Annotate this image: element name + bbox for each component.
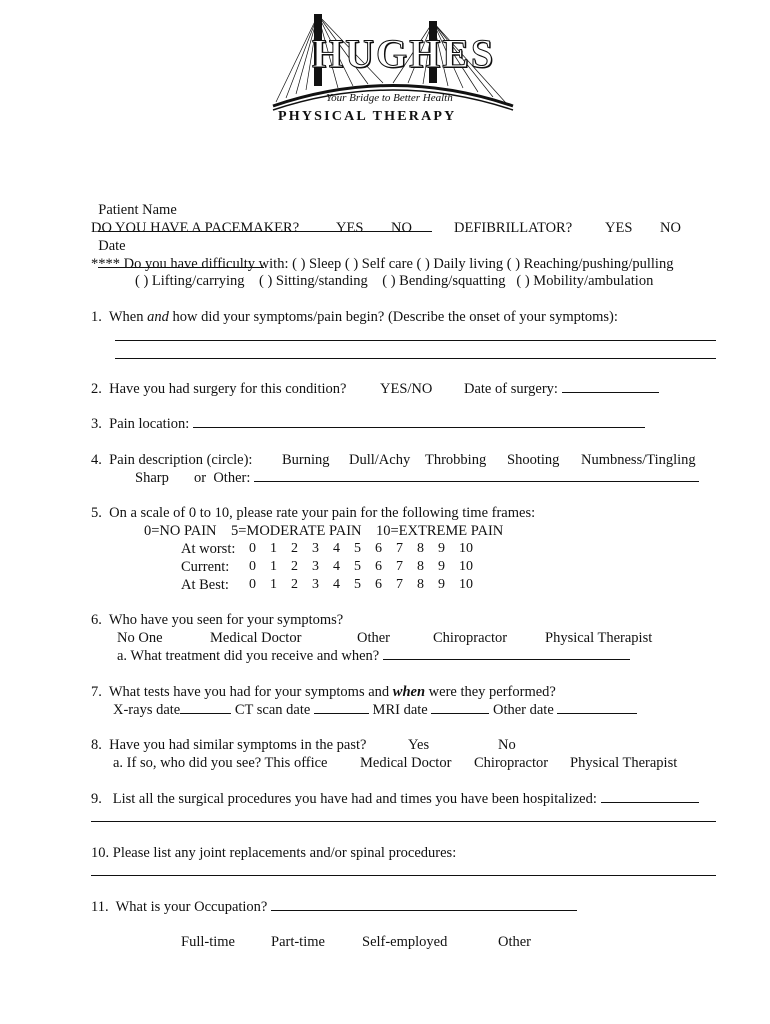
- employment-part-time[interactable]: Part-time: [271, 934, 325, 950]
- seen-option-pt[interactable]: Physical Therapist: [545, 630, 653, 646]
- mri-label: MRI date: [372, 702, 428, 718]
- pain-other-field[interactable]: [254, 469, 699, 482]
- q11-label: 11. What is your Occupation?: [91, 899, 268, 915]
- xray-date-field[interactable]: [180, 701, 231, 714]
- seen-option-no-one[interactable]: No One: [117, 630, 163, 646]
- difficulty-option[interactable]: ( ) Lifting/carrying: [135, 273, 245, 289]
- question-6: 6. Who have you seen for your symptoms?: [91, 612, 344, 628]
- question-7: [91, 683, 556, 701]
- pain-option-shooting[interactable]: Shooting: [507, 452, 560, 468]
- difficulty-option[interactable]: ( ) Self care: [344, 256, 413, 272]
- difficulty-row-2: [135, 272, 653, 290]
- difficulty-option[interactable]: ( ) Mobility/ambulation: [516, 273, 654, 289]
- q10-answer-line[interactable]: [91, 875, 716, 876]
- seen-option-chiropractor[interactable]: Chiropractor: [433, 630, 508, 646]
- pain-other-row: [194, 469, 699, 487]
- q2-date-label: Date of surgery:: [464, 381, 558, 397]
- q8-option-doctor[interactable]: Medical Doctor: [360, 755, 452, 771]
- pain-option-numbness[interactable]: Numbness/Tingling: [581, 452, 696, 468]
- employment-self-employed[interactable]: Self-employed: [362, 934, 448, 950]
- question-11: [91, 898, 577, 916]
- question-3: [91, 415, 645, 433]
- q2-date-row: [464, 380, 659, 398]
- defibrillator-no[interactable]: NO: [660, 220, 681, 236]
- difficulty-option[interactable]: ( ) Daily living: [416, 256, 504, 272]
- occupation-field[interactable]: [271, 898, 577, 911]
- other-test-date-field[interactable]: [557, 701, 637, 714]
- question-9: [91, 790, 699, 808]
- question-5: 5. On a scale of 0 to 10, please rate your pain for the following time frames:: [91, 505, 536, 521]
- q1-answer-line-2[interactable]: [115, 358, 716, 359]
- pain-option-throbbing[interactable]: Throbbing: [425, 452, 487, 468]
- difficulty-option[interactable]: ( ) Bending/squatting: [382, 273, 506, 289]
- scale-best-label: At Best:: [181, 577, 229, 593]
- tests-row: [113, 701, 637, 719]
- pain-option-burning[interactable]: Burning: [282, 452, 330, 468]
- defibrillator-yes[interactable]: YES: [605, 220, 633, 236]
- q6-sub-row: [117, 647, 630, 665]
- pain-scale-legend: 0=NO PAIN 5=MODERATE PAIN 10=EXTREME PAIN: [144, 523, 504, 539]
- similar-yes[interactable]: Yes: [408, 737, 430, 753]
- q8-option-pt[interactable]: Physical Therapist: [570, 755, 678, 771]
- q1-emphasis: and: [147, 309, 169, 325]
- pain-option-sharp[interactable]: Sharp: [135, 470, 169, 486]
- q1-post: how did your symptoms/pain begin? (Describe the onset of your symptoms):: [172, 309, 618, 325]
- q1-pre: When: [108, 309, 144, 325]
- scale-current-values[interactable]: 0 1 2 3 4 5 6 7 8 9 10: [249, 559, 473, 574]
- pacemaker-yes[interactable]: YES: [336, 220, 364, 236]
- q3-label: 3. Pain location:: [91, 416, 190, 432]
- ct-date-field[interactable]: [314, 701, 369, 714]
- scale-worst-label: At worst:: [181, 541, 236, 557]
- treatment-field[interactable]: [383, 647, 630, 660]
- similar-no[interactable]: No: [498, 737, 516, 753]
- surgery-date-field[interactable]: [562, 380, 659, 393]
- scale-best-values[interactable]: 0 1 2 3 4 5 6 7 8 9 10: [249, 577, 473, 592]
- seen-option-doctor[interactable]: Medical Doctor: [210, 630, 302, 646]
- q8-sub-label[interactable]: a. If so, who did you see? This office: [113, 755, 328, 771]
- employment-full-time[interactable]: Full-time: [181, 934, 235, 950]
- question-1: [91, 308, 618, 326]
- difficulty-prefix: **** Do you have difficulty with:: [91, 256, 289, 272]
- q7-pre: 7. What tests have you had for your symptoms and: [91, 684, 390, 700]
- q9-field-inline[interactable]: [601, 790, 699, 803]
- pacemaker-question: DO YOU HAVE A PACEMAKER?: [91, 220, 300, 236]
- difficulty-option[interactable]: ( ) Sitting/standing: [259, 273, 368, 289]
- q7-emphasis: when: [392, 684, 426, 700]
- mri-date-field[interactable]: [431, 701, 489, 714]
- q9-label: 9. List all the surgical procedures you have had and times you have been hospitalized:: [91, 791, 597, 807]
- xray-label: X-rays date: [113, 702, 181, 718]
- difficulty-option[interactable]: ( ) Sleep: [292, 256, 342, 272]
- question-4: 4. Pain description (circle):: [91, 452, 253, 468]
- date-label: Date: [98, 238, 126, 254]
- question-2: 2. Have you had surgery for this condition?: [91, 381, 347, 397]
- defibrillator-question: DEFIBRILLATOR?: [454, 220, 573, 236]
- hughes-logo: [268, 10, 518, 130]
- question-8: 8. Have you had similar symptoms in the past?: [91, 737, 367, 753]
- difficulty-row-1: [91, 255, 673, 273]
- q8-option-chiropractor[interactable]: Chiropractor: [474, 755, 549, 771]
- scale-worst-values[interactable]: 0 1 2 3 4 5 6 7 8 9 10: [249, 541, 473, 556]
- employment-other[interactable]: Other: [498, 934, 532, 950]
- tagline: Your Bridge to Better Health: [326, 92, 453, 104]
- pain-option-dull[interactable]: Dull/Achy: [349, 452, 411, 468]
- q1-number: 1.: [91, 309, 102, 325]
- patient-name-label: Patient Name: [98, 202, 177, 218]
- q7-post: were they performed?: [428, 684, 556, 700]
- brand-name: HUGHES: [312, 31, 496, 76]
- q1-answer-line-1[interactable]: [115, 340, 716, 341]
- other-test-label: Other date: [492, 702, 554, 718]
- ct-label: CT scan date: [234, 702, 311, 718]
- pain-location-field[interactable]: [193, 415, 645, 428]
- seen-option-other[interactable]: Other: [357, 630, 391, 646]
- difficulty-option[interactable]: ( ) Reaching/pushing/pulling: [506, 256, 674, 272]
- question-10: 10. Please list any joint replacements and/or spinal procedures:: [91, 845, 457, 861]
- pacemaker-no[interactable]: NO: [391, 220, 412, 236]
- q9-answer-line[interactable]: [91, 821, 716, 822]
- scale-current-label: Current:: [181, 559, 230, 575]
- q6-sub-label: a. What treatment did you receive and when?: [117, 648, 380, 664]
- q2-yes-no[interactable]: YES/NO: [380, 381, 433, 397]
- subtitle: PHYSICAL THERAPY: [278, 109, 457, 124]
- pain-other-label: or Other:: [194, 470, 251, 486]
